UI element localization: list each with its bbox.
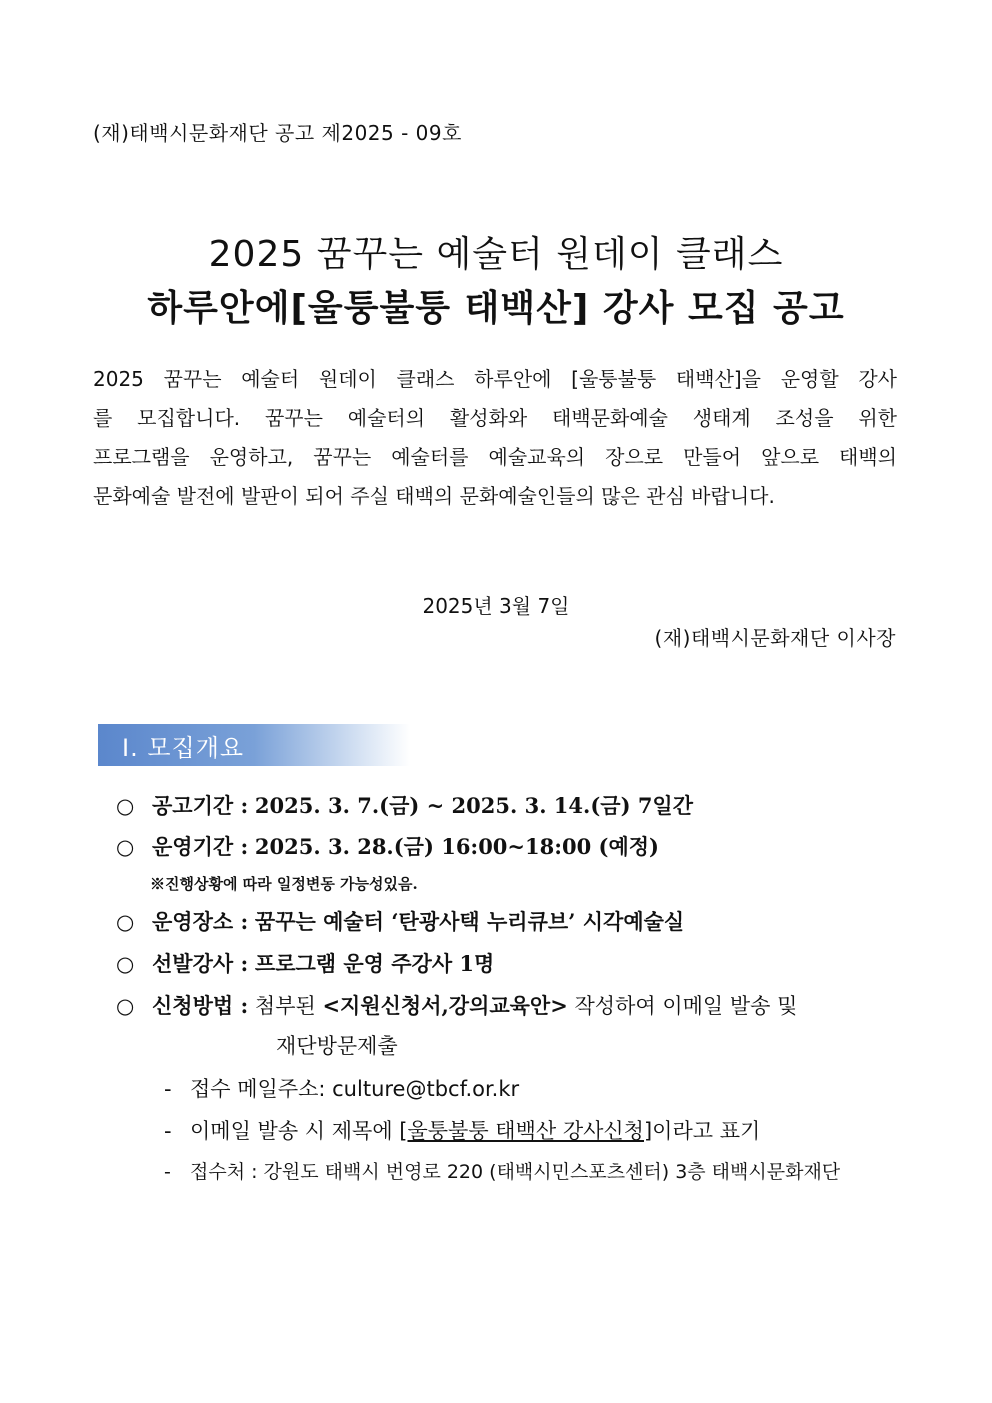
section-title: Ⅰ. 모집개요 <box>122 734 245 762</box>
circle-bullet-icon: ○ <box>116 794 135 818</box>
dash-bullet: - <box>164 1119 172 1143</box>
item-label: 선발강사 : <box>152 951 249 976</box>
schedule-note: ※진행상황에 따라 일정변동 가능성있음. <box>150 875 418 893</box>
notice-number: (재)태백시문화재단 공고 제2025 - 09호 <box>93 121 462 145</box>
item-value-suffix: 작성하여 이메일 발송 및 <box>574 994 798 1018</box>
overview-item-instructor <box>116 948 494 978</box>
circle-bullet-icon: ○ <box>116 835 135 859</box>
dash-bullet: - <box>164 1077 172 1101</box>
item-value-prefix: 첨부된 <box>254 994 316 1018</box>
detail-email <box>164 1073 519 1103</box>
overview-item-period <box>116 790 693 820</box>
item-label: 운영기간 : <box>152 834 249 859</box>
intro-line: 프로그램을 운영하고, 꿈꾸는 예술터를 예술교육의 장으로 만들어 앞으로 태백의 <box>93 445 897 469</box>
title-line-2: 하루안에[울퉁불퉁 태백산] 강사 모집 공고 <box>147 288 845 329</box>
item-value: 2025. 3. 7.(금) ~ 2025. 3. 14.(금) 7일간 <box>254 793 693 818</box>
intro-line: 를 모집합니다. 꿈꾸는 예술터의 활성화와 태백문화예술 생태계 조성을 위한 <box>93 406 897 430</box>
title-line-1: 2025 꿈꾸는 예술터 원데이 클래스 <box>208 234 784 275</box>
item-value: 프로그램 운영 주강사 1명 <box>254 951 495 976</box>
intro-line: 문화예술 발전에 발판이 되어 주실 태백의 문화예술인들의 많은 관심 바랍니다. <box>93 484 775 508</box>
overview-item-location <box>116 906 684 936</box>
application-method-line2: 재단방문제출 <box>276 1034 398 1058</box>
detail-text: 접수 메일주소: culture@tbcf.or.kr <box>190 1077 520 1101</box>
circle-bullet-icon: ○ <box>116 910 135 934</box>
email-subject-text: [울퉁불퉁 태백산 강사신청] <box>399 1119 653 1143</box>
intro-paragraph <box>93 360 897 516</box>
detail-text-suffix: 이라고 표기 <box>652 1119 761 1143</box>
detail-text-prefix: 이메일 발송 시 제목에 <box>190 1119 400 1143</box>
item-value: 꿈꾸는 예술터 ‘탄광사택 누리큐브’ 시각예술실 <box>254 909 685 934</box>
overview-item-operation <box>116 831 659 861</box>
item-value-attachments: <지원신청서,강의교육안> <box>322 993 568 1018</box>
item-value: 2025. 3. 28.(금) 16:00~18:00 (예정) <box>254 834 659 859</box>
circle-bullet-icon: ○ <box>116 952 135 976</box>
detail-text: 접수처 : 강원도 태백시 번영로 220 (태백시민스포츠센터) 3층 태백시문화재단 <box>190 1161 841 1183</box>
overview-item-application <box>116 990 797 1020</box>
announcement-date: 2025년 3월 7일 <box>422 594 570 618</box>
item-label: 운영장소 : <box>152 909 249 934</box>
circle-bullet-icon: ○ <box>116 994 135 1018</box>
intro-line: 2025 꿈꾸는 예술터 원데이 클래스 하루안에 [울퉁불퉁 태백산]을 운영할 강사 <box>93 367 897 391</box>
detail-address <box>164 1157 840 1184</box>
detail-email-subject <box>164 1115 760 1145</box>
dash-bullet: - <box>164 1161 171 1183</box>
issuer-name: (재)태백시문화재단 이사장 <box>654 626 896 650</box>
item-label: 공고기간 : <box>152 793 249 818</box>
item-label: 신청방법 : <box>152 993 249 1018</box>
